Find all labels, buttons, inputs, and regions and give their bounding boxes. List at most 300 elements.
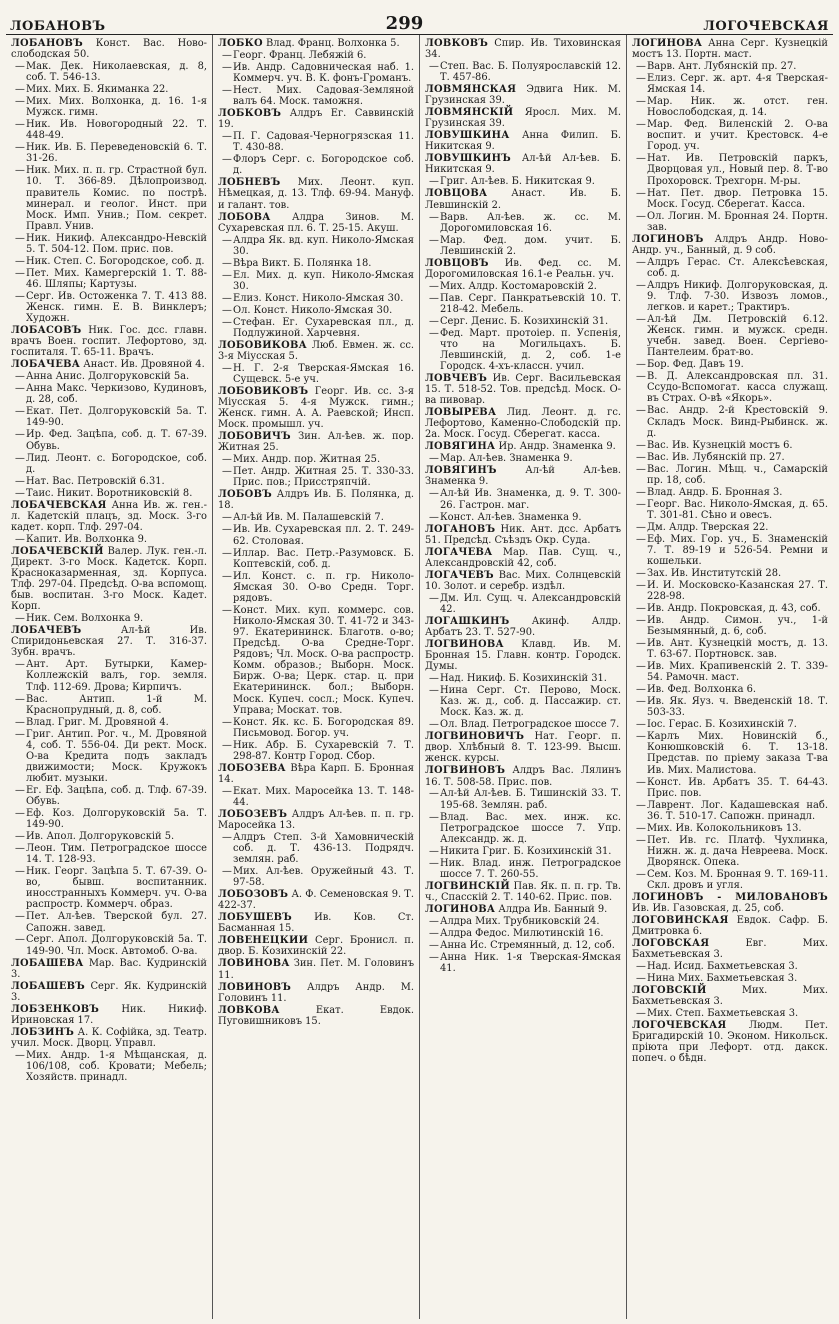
entry-text: Зах. Ив. Институтскій 28. [647, 567, 782, 579]
entry-text: Ив. Мих. Крапивенскій 2. Т. 339-54. Рамочн. маст. [647, 661, 828, 684]
entry-dash: — [429, 845, 439, 857]
entry-text: Пав. Серг. Панкратьевскій 10. Т. 218-42. Мебель. [440, 292, 621, 315]
entry-text: Іос. Герас. Б. Козихинскій 7. [647, 719, 797, 731]
entry-text: Мар. Вас. Кудринскій 3. [11, 957, 207, 980]
entry-text: Нат. Ив. Петровскій паркъ, Дворцовая ул., Новый пер. 8. Т-во Прохоровск. Трехгорн. М-ры. [647, 153, 828, 187]
directory-entry [632, 777, 828, 799]
entry-dash: — [222, 257, 232, 269]
entry-text: Ник. Абр. Б. Сухаревскій 7. Т. 298-87. Контр Город. Сбор. [233, 739, 414, 762]
entry-dash: — [429, 685, 439, 697]
directory-entry [218, 454, 414, 465]
entry-dash: — [15, 934, 25, 946]
entry-text: Таис. Никит. Воротниковскій 8. [26, 487, 193, 499]
entry-text: Вас. Мих. Солнцевскій 10. Золот. и серебр. издѣл. [425, 569, 621, 592]
entry-text: Ол. Логин. М. Бронная 24. Портн. зав. [647, 210, 828, 233]
entry-surname: ЛОБЗЕНКОВЪ [11, 1003, 100, 1015]
entry-dash: — [429, 927, 439, 939]
directory-entry [425, 524, 621, 546]
directory-entry [425, 765, 621, 787]
entry-surname: ЛОВЦОВА [425, 188, 488, 200]
entry-dash: — [15, 716, 25, 728]
directory-entry [11, 165, 207, 232]
entry-dash: — [429, 719, 439, 731]
entry-surname: ЛОГВИНСКІЙ [425, 880, 510, 892]
entry-text: Ал-ѣй Ал-ѣев. Знаменка 9. [425, 465, 621, 488]
directory-entry [632, 603, 828, 614]
entry-dash: — [222, 716, 232, 728]
column-1 [6, 35, 213, 1319]
entry-text: Ник. Никиф. Александро-Невскій 5. Т. 504-12. Пом. прис. пов. [26, 232, 207, 255]
entry-dash: — [15, 406, 25, 418]
entry-dash: — [15, 831, 25, 843]
directory-entry [425, 940, 621, 951]
entry-surname: ЛОБОВИЧЪ [218, 431, 291, 443]
entry-surname: ЛОБУШЕВЪ [218, 912, 293, 924]
entry-text: Серг. Як. Кудринскій 3. [11, 980, 208, 1003]
directory-entry [218, 258, 414, 269]
directory-entry [11, 291, 207, 324]
entry-dash: — [15, 429, 25, 441]
entry-text: Ив. Андр. Покровская, д. 43, соб. [647, 602, 821, 614]
entry-dash: — [15, 866, 25, 878]
entry-text: Нат. Вас. Петровскій 6.31. [26, 475, 165, 487]
directory-entry [632, 1008, 828, 1019]
entry-text: Над. Исид. Бахметьевская 3. [647, 961, 798, 973]
entry-surname: ЛОГИНОВЪ - МИЛОВАНОВЪ [632, 891, 828, 903]
entry-text: Мар. Пав. Сущ. ч., Александровскій 42, соб. [425, 546, 621, 569]
entry-text: Ал-ѣй Ив. Спиридоньевская 27. Т. 316-37. Зубн. врачъ. [11, 625, 207, 659]
directory-entry [218, 866, 414, 888]
entry-text: Нат. Георг. п. двор. Хлѣбный 8. Т. 123-99. Высш. женск. курсы. [425, 731, 622, 765]
entry-text: Акинф. Алдр. Арбатъ 23. Т. 527-90. [425, 615, 621, 638]
directory-entry [11, 1004, 207, 1026]
directory-entry [11, 84, 207, 95]
entry-surname: ЛОГИНОВА [425, 903, 496, 915]
directory-entry [632, 96, 828, 118]
directory-entry [425, 107, 621, 129]
entry-text: Сем. Коз. М. Бронная 9. Т. 169-11. Скл. дровъ и угля. [647, 868, 828, 891]
directory-entry [632, 257, 828, 279]
entry-surname: ЛОВЯГИНЪ [425, 465, 497, 477]
entry-dash: — [222, 831, 232, 843]
directory-entry [632, 938, 828, 960]
entry-dash: — [429, 327, 439, 339]
entry-dash: — [15, 613, 25, 625]
entry-dash: — [222, 512, 232, 524]
entry-text: Влад. Вас. мех. инж. кс. Петроградское шоссе 7. Упр. Александр. ж. д. [440, 811, 621, 845]
entry-dash: — [222, 866, 232, 878]
entry-text: Конст. Ал-ѣев. Знаменка 9. [440, 511, 582, 523]
entry-dash: — [636, 463, 646, 475]
entry-dash: — [15, 96, 25, 108]
entry-surname: ЛОГИНОВА [632, 38, 703, 49]
entry-text: Мак. Дек. Николаевская, д. 8, соб. Т. 546-13. [26, 61, 207, 84]
entry-text: Анна Серг. Кузнецкій мостъ 13. Портн. маст. [632, 38, 829, 61]
entry-dash: — [429, 915, 439, 927]
entry-text: П. Г. Садовая-Черногрязская 11. Т. 430-88. [233, 131, 414, 154]
entry-text: Ник. Георг. Зацѣпа 5. Т. 67-39. О-во, бывш. воспитанник. иносстранныхъ Коммерч. уч. О-ва распростр. Коммерч. образ. [26, 866, 207, 911]
directory-entry [218, 131, 414, 153]
entry-surname: ЛОВМЯНСКІЙ [425, 107, 514, 119]
directory-entry [11, 488, 207, 499]
directory-entry [11, 233, 207, 255]
entry-dash: — [636, 973, 646, 985]
directory-entry [11, 453, 207, 475]
entry-text: Алдръ Андр. Ново-Андр. уч., Банный, д. 9 соб. [632, 233, 828, 256]
entry-surname: ЛОВКОВА [218, 1004, 280, 1016]
entry-dash: — [429, 857, 439, 869]
entry-dash: — [222, 570, 232, 582]
directory-entry [218, 386, 414, 430]
directory-entry [632, 892, 828, 914]
entry-text: Мих. Мих. Бахметьевская 3. [632, 985, 828, 1008]
entry-dash: — [636, 684, 646, 696]
entry-text: Анна Ник. 1-я Тверская-Ямская 41. [440, 951, 621, 974]
entry-dash: — [636, 719, 646, 731]
entry-text: Алдра Як. вд. куп. Николо-Ямская 30. [233, 234, 414, 257]
entry-text: Лаврент. Лог. Кадашевская наб. 36. Т. 510-17. Сапожн. принадл. [647, 799, 828, 822]
entry-text: Ал-ѣй Ив. Знаменка, д. 9. Т. 300-26. Гастрон. маг. [440, 488, 621, 511]
entry-surname: ЛОБЗИНЪ [11, 1026, 75, 1038]
entry-text: Ник. Гос. дсс. главн. врачъ Воен. госпит. Лефортово, зд. госпиталя. Т. 65-11. Врачъ. [11, 325, 207, 359]
entry-text: Конст. Як. кс. Б. Богородская 89. Письмовод. Богор. уч. [233, 716, 414, 739]
directory-entry [218, 212, 414, 234]
entry-dash: — [636, 451, 646, 463]
directory-entry [425, 858, 621, 880]
entry-dash: — [636, 371, 646, 383]
entry-dash: — [15, 843, 25, 855]
entry-text: Алдръ Вас. Лялинъ 16. Т. 508-58. Прис. пов. [425, 765, 622, 788]
entry-dash: — [222, 547, 232, 559]
directory-entry [632, 719, 828, 730]
entry-text: Лид. Леонт. с. Богородское, соб. д. [26, 452, 207, 475]
entry-surname: ЛОВКОВЪ [425, 38, 489, 49]
entry-text: Пет. Ал-ѣев. Тверской бул. 27. Сапожн. завед. [26, 911, 207, 934]
entry-text: Ив. Ив. Газовская, д. 25, соб. [632, 902, 785, 914]
entry-dash: — [636, 498, 646, 510]
entry-dash: — [636, 661, 646, 673]
directory-entry [425, 547, 621, 569]
entry-surname: ЛОГИНОВЪ [632, 233, 704, 245]
directory-entry [218, 293, 414, 304]
entry-surname: ЛОБОВИКОВА [218, 339, 308, 351]
directory-entry [425, 130, 621, 152]
entry-text: Нина Мих. Бахметьевская 3. [647, 973, 798, 985]
directory-entry [632, 153, 828, 186]
entry-dash: — [636, 187, 646, 199]
entry-dash: — [15, 475, 25, 487]
directory-entry [632, 684, 828, 695]
directory-entry [11, 843, 207, 865]
directory-entry [11, 429, 207, 451]
directory-entry [632, 359, 828, 370]
directory-entry [11, 325, 207, 358]
entry-text: Эдвига Ник. М. Грузинская 39. [425, 84, 622, 107]
entry-dash: — [15, 383, 25, 395]
entry-surname: ЛОБОВЪ [218, 489, 272, 501]
entry-text: Люб. Евмен. ж. сс. 3-я Міусская 5. [218, 339, 414, 362]
directory-entry [632, 440, 828, 451]
entry-dash: — [429, 280, 439, 292]
directory-entry [11, 613, 207, 624]
directory-entry [425, 235, 621, 257]
entry-surname: ЛОГВИНОВИЧЪ [425, 731, 525, 743]
directory-entry [632, 280, 828, 313]
directory-entry [425, 407, 621, 440]
entry-dash: — [15, 165, 25, 177]
entry-text: Ол. Конст. Николо-Ямская 30. [233, 304, 393, 316]
entry-surname: ЛОБАЧЕВА [11, 359, 81, 371]
entry-text: Ив. Як. Яуз. ч. Введенскій 18. Т. 503-33. [647, 696, 828, 719]
entry-text: Карлъ Мих. Новинскій б., Конюшковскій 6. Т. 13-18. Представ. по пріему заказа Т-ва Ив. Мих. Малистова. [647, 731, 828, 776]
entry-dash: — [636, 731, 646, 743]
entry-text: Нина Серг. Ст. Перово, Моск. Каз. ж. д., соб. д. Пассажир. ст. Моск. Каз. ж. д. [440, 685, 621, 719]
entry-text: В. Д. Александровская пл. 31. Ссудо-Вспомогат. касса служащ. въ Страх. О-вѣ «Якорь». [647, 371, 828, 405]
directory-entry [425, 639, 621, 672]
entry-dash: — [222, 316, 232, 328]
entry-dash: — [222, 131, 232, 143]
directory-entry [425, 673, 621, 684]
directory-entry [11, 694, 207, 716]
entry-text: Анна Макс. Черкизово, Кудиновъ, д. 28, соб. [26, 383, 207, 406]
entry-dash: — [222, 739, 232, 751]
entry-dash: — [222, 604, 232, 616]
columns-container [6, 35, 833, 1319]
entry-dash: — [636, 96, 646, 108]
entry-dash: — [636, 696, 646, 708]
entry-text: Елиз. Серг. ж. арт. 4-я Тверская-Ямская 14. [647, 73, 828, 96]
directory-entry [218, 982, 414, 1004]
directory-entry [218, 431, 414, 453]
directory-entry [218, 340, 414, 362]
entry-dash: — [429, 673, 439, 685]
directory-entry [11, 866, 207, 910]
entry-dash: — [636, 73, 646, 85]
entry-dash: — [636, 486, 646, 498]
entry-text: Ник. Ив. Б. Переведеновскій 6. Т. 31-26. [26, 142, 207, 165]
entry-text: А. Ф. Семеновская 9. Т. 422-37. [218, 889, 414, 912]
entry-surname: ЛОБАШЕВЪ [11, 980, 86, 992]
directory-entry [218, 50, 414, 61]
entry-text: Евдок. Сафр. Б. Дмитровка 6. [632, 914, 828, 938]
entry-dash: — [15, 659, 25, 671]
entry-surname: ЛОБАСОВЪ [11, 325, 82, 337]
directory-entry [632, 661, 828, 683]
entry-dash: — [222, 785, 232, 797]
entry-dash: — [222, 292, 232, 304]
entry-dash: — [636, 405, 646, 417]
entry-dash: — [15, 142, 25, 154]
entry-dash: — [636, 602, 646, 614]
entry-dash: — [15, 784, 25, 796]
entry-dash: — [636, 210, 646, 222]
directory-entry [632, 464, 828, 486]
directory-entry [632, 568, 828, 579]
entry-text: Ив. Ков. Ст. Басманная 15. [218, 912, 414, 935]
entry-text: Екат. Евдок. Пуговишниковъ 15. [218, 1004, 414, 1027]
entry-text: Дм. Ил. Сущ. ч. Александровскій 42. [440, 592, 621, 615]
directory-entry [11, 371, 207, 382]
entry-dash: — [15, 119, 25, 131]
entry-text: Ив. Фед. сс. М. Дорогомиловская 16.1-е Реальн. уч. [425, 257, 621, 280]
entry-text: Ник. Степ. С. Богородское, соб. д. [26, 255, 205, 267]
entry-text: Зин. Ал-ѣев. ж. пор. Житная 25. [218, 431, 415, 454]
directory-entry [11, 981, 207, 1003]
directory-entry [11, 256, 207, 267]
directory-entry [425, 952, 621, 974]
directory-entry [218, 317, 414, 339]
entry-dash: — [429, 592, 439, 604]
directory-entry [632, 405, 828, 438]
directory-entry [218, 740, 414, 762]
entry-text: Мих. Андр. пор. Житная 25. [233, 454, 381, 466]
entry-surname: ЛОГВИНОВЪ [425, 765, 506, 777]
entry-dash: — [15, 533, 25, 545]
entry-text: Мих. Степ. Бахметьевская 3. [647, 1008, 799, 1020]
entry-text: Вас. Логин. Мѣщ. ч., Самарскій пр. 18, соб. [647, 463, 828, 486]
directory-entry [218, 548, 414, 570]
entry-text: Пет. Ив. гс. Платф. Чухлинка, Нижн. ж. д. дача Невреева. Моск. Дворянск. Опека. [647, 834, 828, 868]
entry-surname: ЛОБАШЕВА [11, 957, 84, 969]
entry-text: Мар. Фед. дом. учит. Б. Левшинскій 2. [440, 234, 621, 257]
entry-text: Ант. Арт. Бутырки, Камер-Коллежскій валъ, гор. земля. Тлф. 112-69. Дрова; Кирпичъ. [26, 659, 207, 693]
directory-entry [425, 593, 621, 615]
entry-text: Алдръ Андр. М. Головинъ 11. [218, 981, 414, 1004]
entry-surname: ЛОБОЗЕВА [218, 762, 286, 774]
entry-text: Нест. Мих. Садовая-Земляной валъ 64. Моск. таможня. [233, 85, 414, 108]
directory-entry [218, 935, 414, 957]
page-number: 299 [385, 13, 424, 34]
directory-entry [632, 73, 828, 95]
directory-entry [632, 61, 828, 72]
entry-text: Алдръ Ал-ѣев. п. п. гр. Маросейка 13. [218, 808, 415, 831]
entry-text: Алдръ Степ. 3-й Хамовническій соб. д. Т. 436-13. Подрядч. землян. раб. [233, 831, 414, 866]
directory-entry [11, 476, 207, 487]
entry-text: Алдръ Герас. Ст. Алексѣевская, соб. д. [647, 256, 828, 279]
entry-text: Алдра Федос. Милютинскій 16. [440, 927, 604, 939]
entry-surname: ЛОБКОВЪ [218, 108, 282, 120]
entry-text: И. И. Московско-Казанская 27. Т. 228-98. [647, 579, 828, 602]
entry-text: Ол. Влад. Петроградское шоссе 7. [440, 719, 620, 731]
entry-dash: — [15, 232, 25, 244]
entry-surname: ЛОВЫРЕВА [425, 407, 497, 419]
directory-entry [425, 212, 621, 234]
entry-dash: — [15, 728, 25, 740]
entry-text: Иллар. Вас. Петр.-Разумовск. Б. Коптевскій, соб. д. [233, 547, 414, 570]
entry-dash: — [15, 452, 25, 464]
directory-entry [632, 534, 828, 567]
directory-entry [425, 465, 621, 487]
entry-text: Серг. Бронисл. п. двор. Б. Козихинскій 22. [218, 935, 415, 958]
entry-dash: — [15, 487, 25, 499]
entry-text: Григ. Антип. Рог. ч., М. Дровяной 4, соб. Т. 556-04. Ди рект. Моск. О-ва Кредита подъ закладъ движимости; Моск. Кружокъ любит. музыки. [26, 728, 207, 784]
directory-entry [425, 373, 621, 406]
entry-surname: ЛОГОВСКАЯ [632, 938, 710, 950]
entry-surname: ЛОГОВСКІЙ [632, 985, 707, 997]
directory-entry [218, 832, 414, 865]
entry-surname: ЛОВУШКИНЪ [425, 153, 512, 165]
directory-entry [218, 786, 414, 808]
entry-dash: — [429, 234, 439, 246]
entry-dash: — [636, 1008, 646, 1020]
entry-text: Вас. Антип. 1-й М. Краснопрудный, д. 8, соб. [26, 693, 207, 716]
entry-text: Ег. Еф. Зацѣпа, соб. д. Тлф. 67-39. Обувь. [26, 784, 207, 808]
directory-entry [218, 85, 414, 107]
entry-text: Алдра Мих. Трубниковскій 24. [440, 915, 600, 927]
directory-entry [632, 835, 828, 868]
entry-text: Серг. Апол. Долгоруковскій 5а. Т. 149-90. Чл. Моск. Автомоб. О-ва. [26, 934, 207, 957]
directory-entry [425, 488, 621, 510]
entry-dash: — [636, 279, 646, 291]
directory-entry [11, 911, 207, 933]
entry-dash: — [429, 788, 439, 800]
entry-dash: — [222, 269, 232, 281]
entry-surname: ЛОГАЧЕВА [425, 546, 493, 558]
entry-surname: ЛОБОВИКОВЪ [218, 385, 309, 397]
entry-text: Ник. Ант. дсс. Арбатъ 51. Предсѣд. Съѣздъ Окр. Суда. [425, 523, 622, 546]
entry-text: Вас. Ив. Лубянскій пр. 27. [647, 451, 785, 463]
entry-text: Екат. Мих. Маросейка 13. Т. 148-44. [233, 785, 414, 808]
directory-entry [218, 235, 414, 257]
entry-text: Георг. Вас. Николо-Ямская, д. 65. Т. 301-81. Сѣно и овесъ. [647, 498, 828, 521]
entry-text: Ив. Андр. Симон. уч., 1-й Безымянный, д. 6, соб. [647, 614, 828, 638]
directory-entry [425, 512, 621, 523]
entry-text: Ир. Фед. Зацѣпа, соб. д. Т. 67-39. Обувь. [26, 429, 207, 452]
entry-text: Ал-ѣй Ал-ѣев. Б. Никитская 9. [425, 153, 621, 176]
entry-dash: — [15, 911, 25, 923]
directory-entry [11, 1027, 207, 1049]
column-4 [627, 35, 833, 1319]
entry-text: Ал-ѣй Дм. Петровскій 6.12. Женск. гимн. и мужск. средн. учебн. завед. Воен. Сергіево-Пантелеим. брат-во. [647, 314, 828, 359]
directory-entry [425, 916, 621, 927]
entry-dash: — [15, 255, 25, 267]
entry-text: Стефан. Ег. Сухаревская пл., д. Подлужиной. Харчевня. [233, 316, 414, 339]
directory-entry [218, 889, 414, 911]
entry-text: Вѣра Карп. Б. Бронная 14. [218, 762, 414, 785]
entry-text: Пет. Мих. Камергерскій 1. Т. 88-46. Шляпы; Картузы. [26, 267, 207, 290]
directory-entry [11, 808, 207, 830]
directory-entry [218, 958, 414, 980]
entry-dash: — [636, 153, 646, 165]
entry-text: Конст. Вас. Ново-слободская 50. [11, 38, 207, 61]
entry-text: Нат. Пет. двор. Петровка 15. Моск. Госуд. Сберегат. Касса. [647, 187, 828, 210]
entry-dash: — [636, 799, 646, 811]
directory-entry [218, 154, 414, 176]
directory-entry [218, 305, 414, 316]
entry-text: Ив. Серг. Васильевская 15. Т. 518-52. Тов. предсѣд. Моск. О-ва пивовар. [425, 373, 621, 407]
entry-surname: ЛОВЯГИНА [425, 441, 496, 453]
entry-dash: — [429, 292, 439, 304]
entry-text: Ив. Андр. Садовническая наб. 1. Коммерч. уч. В. К. фонъ-Громанъ. [233, 61, 414, 85]
entry-dash: — [636, 119, 646, 131]
entry-surname: ЛОБАНОВЪ [11, 38, 83, 49]
entry-text: Зин. Пет. М. Головинъ 11. [218, 958, 415, 981]
entry-dash: — [222, 304, 232, 316]
directory-entry [218, 38, 414, 49]
directory-entry [218, 1005, 414, 1027]
entry-text: Леон. Тим. Петроградское шоссе 14. Т. 128-93. [26, 843, 207, 866]
entry-text: Ник. Ив. Новогородный 22. Т. 448-49. [26, 119, 207, 142]
entry-text: Анна Анис. Долгоруковскій 5а. [26, 371, 190, 383]
entry-dash: — [636, 822, 646, 834]
entry-text: Анаст. Ив. Б. Левшинскій 2. [425, 188, 621, 211]
entry-text: Алдръ Ив. Б. Полянка, д. 18. [218, 489, 414, 512]
directory-entry [11, 119, 207, 141]
entry-surname: ЛОБНЕВЪ [218, 177, 281, 189]
entry-text: Конст. Мих. куп. коммерс. сов. Николо-Ямская 30. Т. 41-72 и 343-97. Екатерининск. Благотв. о-во; Предсѣд. О-ва Средне-Торг. Рядовъ; Чл. Моск. О-ва распростр. Комм. образов.; Выборн. Моск. Бирж. О-ва; Церк. стар. ц. при Екатерининск. бол.; Выборн. Моск. Купеч. сосл.; Моск. Купеч. Управа; Москат. тов. [233, 604, 414, 716]
entry-dash: — [222, 362, 232, 374]
entry-dash: — [429, 511, 439, 523]
